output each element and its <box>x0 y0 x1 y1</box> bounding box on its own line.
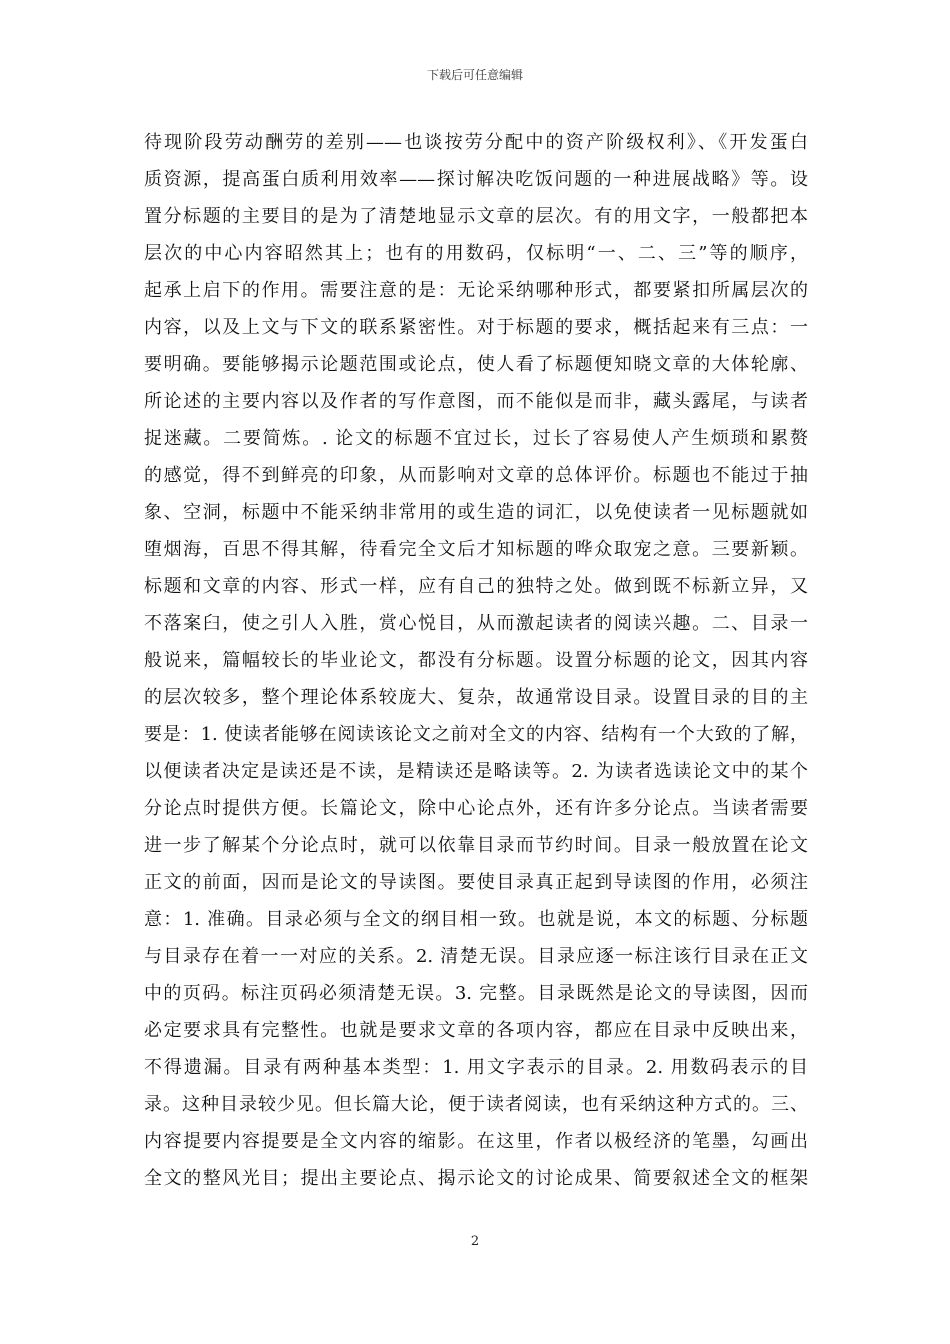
body-line: 的感觉，得不到鲜亮的印象，从而影响对文章的总体评价。标题也不能过于抽 <box>144 465 808 486</box>
body-line: 的层次较多，整个理论体系较庞大、复杂，故通常设目录。设置目录的目的主 <box>144 687 808 708</box>
body-line: 要是：1. 使读者能够在阅读该论文之前对全文的内容、结构有一个大致的了解， <box>144 724 808 745</box>
body-line: 以便读者决定是读还是不读，是精读还是略读等。2. 为读者选读论文中的某个 <box>144 761 808 782</box>
body-line: 象、空洞，标题中不能采纳非常用的或生造的词汇，以免使读者一见标题就如 <box>144 502 808 523</box>
body-line: 堕烟海，百思不得其解，待看完全文后才知标题的哗众取宠之意。三要新颖。 <box>144 539 808 560</box>
body-line: 分论点时提供方便。长篇论文，除中心论点外，还有许多分论点。当读者需要 <box>144 798 808 819</box>
body-line: 进一步了解某个分论点时，就可以依靠目录而节约时间。目录一般放置在论文 <box>144 835 808 856</box>
body-line: 正文的前面，因而是论文的导读图。要使目录真正起到导读图的作用，必须注 <box>144 872 808 893</box>
body-line: 不得遗漏。目录有两种基本类型：1. 用文字表示的目录。2. 用数码表示的目 <box>144 1057 808 1078</box>
body-line: 意：1. 准确。目录必须与全文的纲目相一致。也就是说，本文的标题、分标题 <box>144 909 808 930</box>
body-line: 质资源，提高蛋白质利用效率——探讨解决吃饭问题的一种进展战略》等。设 <box>144 169 808 190</box>
body-line: 内容，以及上文与下文的联系紧密性。对于标题的要求，概括起来有三点：一 <box>144 317 808 338</box>
body-line: 层次的中心内容昭然其上；也有的用数码，仅标明“一、二、三”等的顺序， <box>144 243 808 264</box>
body-line: 中的页码。标注页码必须清楚无误。3. 完整。目录既然是论文的导读图，因而 <box>144 983 808 1004</box>
body-line: 要明确。要能够揭示论题范围或论点，使人看了标题便知晓文章的大体轮廓、 <box>144 354 808 375</box>
body-line: 起承上启下的作用。需要注意的是：无论采纳哪种形式，都要紧扣所属层次的 <box>144 280 808 301</box>
page-header: 下载后可任意编辑 <box>426 68 523 82</box>
body-line: 置分标题的主要目的是为了清楚地显示文章的层次。有的用文字，一般都把本 <box>144 206 808 227</box>
body-line: 全文的整风光目；提出主要论点、揭示论文的讨论成果、简要叙述全文的框架 <box>144 1168 808 1189</box>
body-line: 内容提要内容提要是全文内容的缩影。在这里，作者以极经济的笔墨，勾画出 <box>144 1131 808 1152</box>
body-line: 标题和文章的内容、形式一样，应有自己的独特之处。做到既不标新立异，又 <box>144 576 808 597</box>
body-line: 必定要求具有完整性。也就是要求文章的各项内容，都应在目录中反映出来， <box>144 1020 808 1041</box>
body-line: 录。这种目录较少见。但长篇大论，便于读者阅读，也有采纳这种方式的。三、 <box>144 1094 808 1115</box>
body-line: 与目录存在着一一对应的关系。2. 清楚无误。目录应逐一标注该行目录在正文 <box>144 946 808 967</box>
body-line: 捉迷藏。二要简炼。. 论文的标题不宜过长，过长了容易使人产生烦琐和累赘 <box>144 428 808 449</box>
page-number: 2 <box>470 1234 480 1249</box>
body-line: 所论述的主要内容以及作者的写作意图，而不能似是而非，藏头露尾，与读者 <box>144 391 808 412</box>
body-line: 不落案臼，使之引人入胜，赏心悦目，从而激起读者的阅读兴趣。二、目录一 <box>144 613 808 634</box>
body-line: 般说来，篇幅较长的毕业论文，都没有分标题。设置分标题的论文，因其内容 <box>144 650 808 671</box>
body-line: 待现阶段劳动酬劳的差别——也谈按劳分配中的资产阶级权利》、《开发蛋白 <box>144 132 808 153</box>
body-text <box>144 124 808 1197</box>
